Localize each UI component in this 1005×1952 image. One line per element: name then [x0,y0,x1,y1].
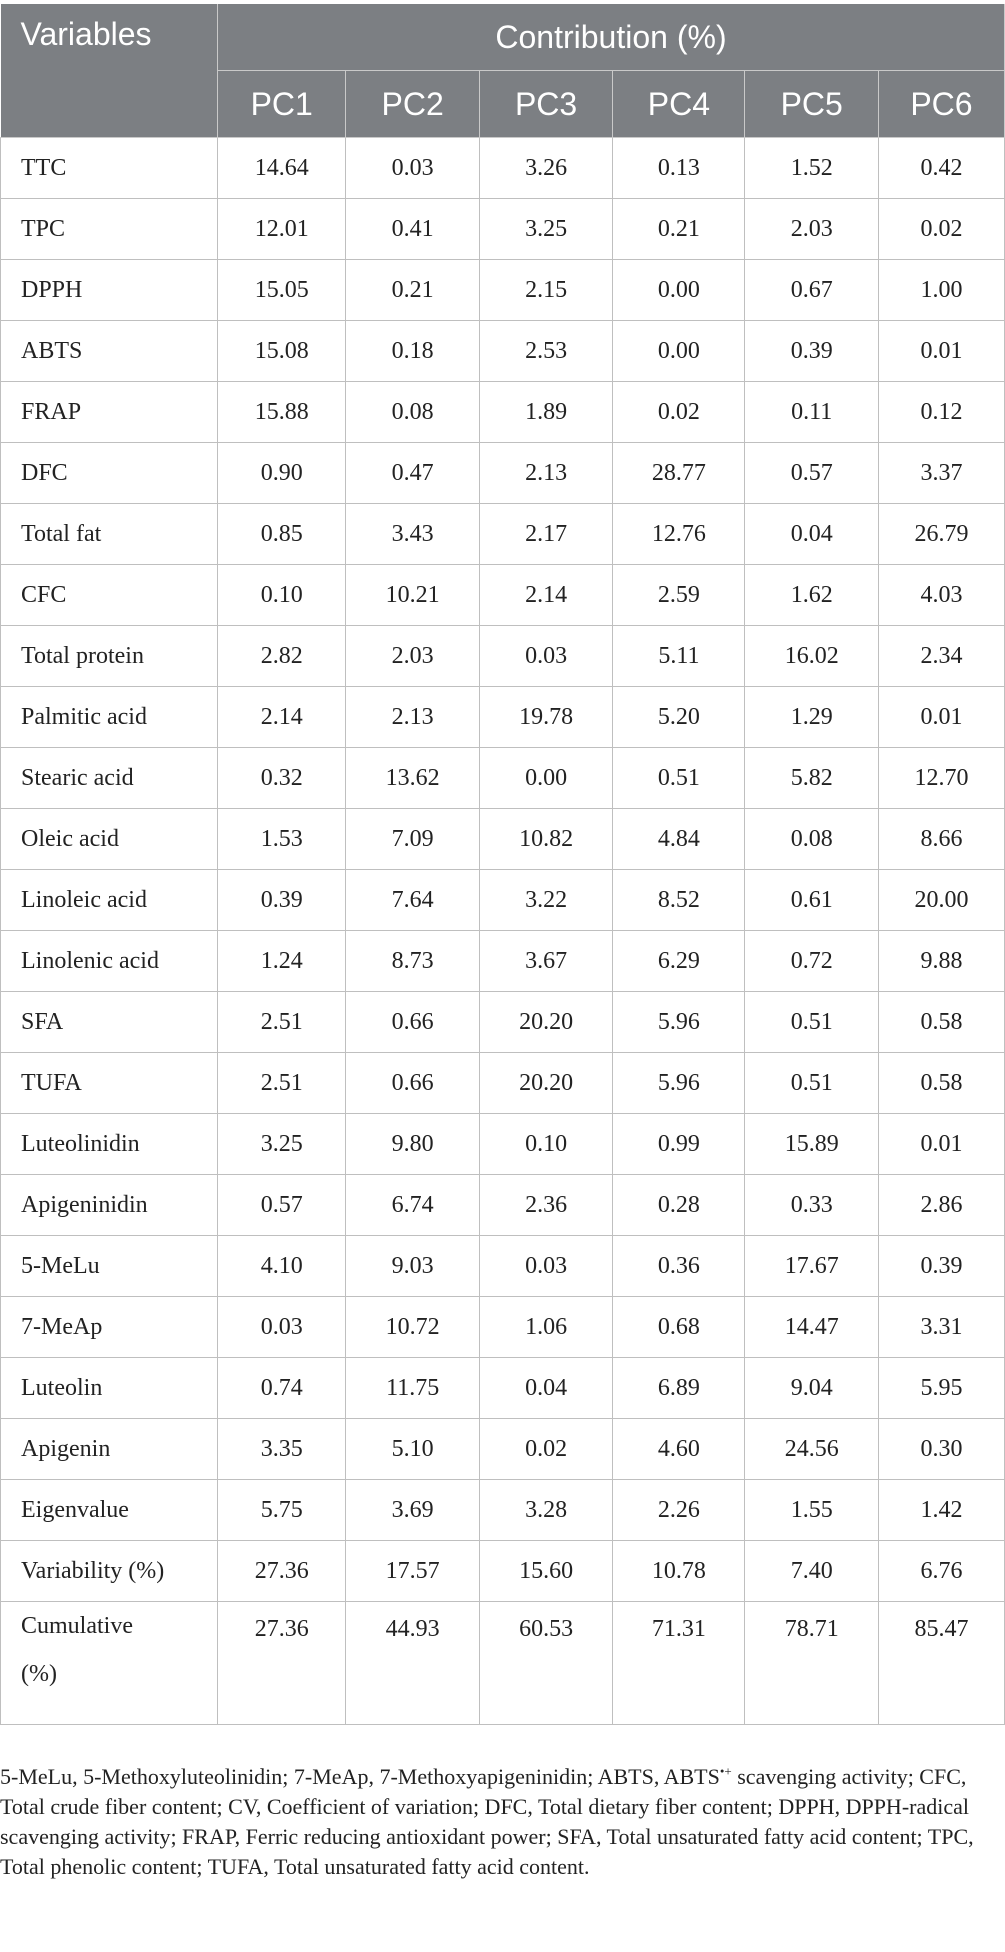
cell-value: 0.13 [613,138,745,199]
cell-value: 0.36 [613,1236,745,1297]
row-label: DFC [1,443,218,504]
table-row [1,931,1005,992]
cell-value: 2.13 [479,443,612,504]
cell-value: 4.84 [613,809,745,870]
cell-value: 71.31 [613,1602,745,1725]
footnote-text-part2: scavenging activity; CFC, Total crude fiber content; CV, Coefficient of variation; DFC, Total dietary fiber content; DPPH, DPPH-radical scavenging activity; FRAP, Ferric reducing antioxidant power; SFA, Total unsaturated fatty acid content; TPC, Total phenolic content; TUFA, Total unsaturated fatty acid content. [0,1764,974,1879]
cell-value: 16.02 [745,626,878,687]
cell-value: 0.72 [745,931,878,992]
cell-value: 44.93 [346,1602,479,1725]
cell-value: 2.03 [745,199,878,260]
table-footnote [0,1762,985,1882]
table-row [1,626,1005,687]
cell-value: 0.66 [346,1053,479,1114]
table-row-cumulative [1,1602,1005,1725]
cell-value: 0.01 [878,1114,1004,1175]
cell-value: 0.01 [878,687,1004,748]
table-row [1,687,1005,748]
cell-value: 24.56 [745,1419,878,1480]
contribution-table [0,4,1005,1725]
cell-value: 6.74 [346,1175,479,1236]
cell-value: 3.28 [479,1480,612,1541]
cell-value: 19.78 [479,687,612,748]
cell-value: 20.00 [878,870,1004,931]
cell-value: 1.53 [217,809,345,870]
cell-value: 2.03 [346,626,479,687]
cell-value: 0.04 [745,504,878,565]
cell-value: 2.51 [217,992,345,1053]
table-row [1,1358,1005,1419]
cell-value: 4.10 [217,1236,345,1297]
row-label: Linoleic acid [1,870,218,931]
row-label: Luteolinidin [1,1114,218,1175]
cell-value: 5.11 [613,626,745,687]
variables-header: Variables [1,4,218,138]
cell-value: 0.12 [878,382,1004,443]
contribution-header: Contribution (%) [217,4,1004,71]
cell-value: 0.04 [479,1358,612,1419]
cell-value: 0.57 [745,443,878,504]
cell-value: 20.20 [479,1053,612,1114]
cell-value: 10.82 [479,809,612,870]
row-label: Oleic acid [1,809,218,870]
cell-value: 7.09 [346,809,479,870]
cell-value: 13.62 [346,748,479,809]
cell-value: 6.29 [613,931,745,992]
table-row [1,321,1005,382]
cell-value: 0.39 [745,321,878,382]
cell-value: 3.69 [346,1480,479,1541]
cell-value: 8.52 [613,870,745,931]
cell-value: 0.32 [217,748,345,809]
cell-value: 28.77 [613,443,745,504]
row-label: Apigenin [1,1419,218,1480]
cell-value: 78.71 [745,1602,878,1725]
cell-value: 15.89 [745,1114,878,1175]
row-label [1,1602,218,1725]
cell-value: 60.53 [479,1602,612,1725]
row-label: FRAP [1,382,218,443]
cell-value: 0.58 [878,1053,1004,1114]
cell-value: 15.08 [217,321,345,382]
column-header-pc2: PC2 [346,71,479,138]
cell-value: 0.66 [346,992,479,1053]
row-label: 7-MeAp [1,1297,218,1358]
cell-value: 3.31 [878,1297,1004,1358]
cell-value: 2.34 [878,626,1004,687]
cell-value: 0.03 [479,1236,612,1297]
cell-value: 0.11 [745,382,878,443]
table-row [1,1175,1005,1236]
table-row [1,748,1005,809]
cell-value: 3.35 [217,1419,345,1480]
row-label: TPC [1,199,218,260]
table-row [1,138,1005,199]
cell-value: 0.30 [878,1419,1004,1480]
cell-value: 6.76 [878,1541,1004,1602]
cell-value: 5.82 [745,748,878,809]
cell-value: 7.64 [346,870,479,931]
table-body [1,138,1005,1725]
row-label: Linolenic acid [1,931,218,992]
table-row [1,260,1005,321]
cell-value: 2.82 [217,626,345,687]
cell-value: 9.03 [346,1236,479,1297]
cell-value: 2.17 [479,504,612,565]
row-label-line2: (%) [21,1661,57,1687]
cell-value: 0.10 [217,565,345,626]
table-row [1,1053,1005,1114]
cell-value: 3.37 [878,443,1004,504]
cell-value: 0.51 [745,1053,878,1114]
cell-value: 2.13 [346,687,479,748]
cell-value: 0.00 [613,260,745,321]
cell-value: 3.67 [479,931,612,992]
cell-value: 0.08 [346,382,479,443]
column-header-pc5: PC5 [745,71,878,138]
cell-value: 1.42 [878,1480,1004,1541]
cell-value: 12.76 [613,504,745,565]
cell-value: 1.89 [479,382,612,443]
row-label: Total fat [1,504,218,565]
cell-value: 15.88 [217,382,345,443]
cell-value: 85.47 [878,1602,1004,1725]
column-header-pc4: PC4 [613,71,745,138]
cell-value: 0.47 [346,443,479,504]
row-label: Eigenvalue [1,1480,218,1541]
table-row [1,565,1005,626]
cell-value: 1.06 [479,1297,612,1358]
cell-value: 1.52 [745,138,878,199]
cell-value: 0.03 [217,1297,345,1358]
table-row [1,199,1005,260]
footnote-superscript: •+ [719,1763,732,1779]
cell-value: 15.05 [217,260,345,321]
row-label: Variability (%) [1,1541,218,1602]
cell-value: 4.03 [878,565,1004,626]
cell-value: 20.20 [479,992,612,1053]
row-label: TTC [1,138,218,199]
cell-value: 0.03 [479,626,612,687]
cell-value: 12.01 [217,199,345,260]
cell-value: 10.72 [346,1297,479,1358]
cell-value: 10.78 [613,1541,745,1602]
cell-value: 0.02 [878,199,1004,260]
table-row [1,1236,1005,1297]
table-row [1,382,1005,443]
row-label: Luteolin [1,1358,218,1419]
cell-value: 5.20 [613,687,745,748]
cell-value: 0.42 [878,138,1004,199]
column-header-pc1: PC1 [217,71,345,138]
cell-value: 0.10 [479,1114,612,1175]
table-row [1,1297,1005,1358]
row-label: SFA [1,992,218,1053]
cell-value: 5.96 [613,1053,745,1114]
cell-value: 11.75 [346,1358,479,1419]
table-row [1,1419,1005,1480]
table-row [1,1114,1005,1175]
cell-value: 2.36 [479,1175,612,1236]
cell-value: 2.26 [613,1480,745,1541]
cell-value: 0.02 [613,382,745,443]
cell-value: 5.96 [613,992,745,1053]
cell-value: 2.51 [217,1053,345,1114]
cell-value: 5.75 [217,1480,345,1541]
column-header-pc6: PC6 [878,71,1004,138]
cell-value: 0.33 [745,1175,878,1236]
cell-value: 26.79 [878,504,1004,565]
cell-value: 12.70 [878,748,1004,809]
cell-value: 0.21 [346,260,479,321]
table-row [1,809,1005,870]
cell-value: 9.04 [745,1358,878,1419]
row-label: Apigeninidin [1,1175,218,1236]
cell-value: 15.60 [479,1541,612,1602]
cell-value: 2.14 [217,687,345,748]
row-label: Stearic acid [1,748,218,809]
row-label: 5-MeLu [1,1236,218,1297]
cell-value: 2.59 [613,565,745,626]
table-row [1,870,1005,931]
cell-value: 8.66 [878,809,1004,870]
row-label: Palmitic acid [1,687,218,748]
cell-value: 1.55 [745,1480,878,1541]
cell-value: 0.61 [745,870,878,931]
row-label: TUFA [1,1053,218,1114]
cell-value: 0.03 [346,138,479,199]
table-row [1,1541,1005,1602]
cell-value: 6.89 [613,1358,745,1419]
cell-value: 17.67 [745,1236,878,1297]
cell-value: 0.57 [217,1175,345,1236]
table-row [1,992,1005,1053]
cell-value: 0.58 [878,992,1004,1053]
cell-value: 0.02 [479,1419,612,1480]
cell-value: 0.39 [217,870,345,931]
column-header-pc3: PC3 [479,71,612,138]
cell-value: 8.73 [346,931,479,992]
table-row [1,1480,1005,1541]
cell-value: 9.88 [878,931,1004,992]
cell-value: 2.53 [479,321,612,382]
cell-value: 27.36 [217,1602,345,1725]
table-header [1,4,1005,138]
cell-value: 1.00 [878,260,1004,321]
cell-value: 2.14 [479,565,612,626]
table-row [1,504,1005,565]
cell-value: 3.26 [479,138,612,199]
cell-value: 0.00 [479,748,612,809]
cell-value: 0.01 [878,321,1004,382]
table-row [1,443,1005,504]
cell-value: 0.67 [745,260,878,321]
cell-value: 0.85 [217,504,345,565]
cell-value: 0.39 [878,1236,1004,1297]
cell-value: 0.08 [745,809,878,870]
cell-value: 14.64 [217,138,345,199]
cell-value: 3.43 [346,504,479,565]
cell-value: 0.90 [217,443,345,504]
cell-value: 3.25 [479,199,612,260]
cell-value: 0.99 [613,1114,745,1175]
cell-value: 0.00 [613,321,745,382]
cell-value: 17.57 [346,1541,479,1602]
cell-value: 0.18 [346,321,479,382]
cell-value: 0.28 [613,1175,745,1236]
cell-value: 1.62 [745,565,878,626]
cell-value: 5.95 [878,1358,1004,1419]
cell-value: 5.10 [346,1419,479,1480]
cell-value: 0.74 [217,1358,345,1419]
row-label: ABTS [1,321,218,382]
cell-value: 0.68 [613,1297,745,1358]
cell-value: 1.29 [745,687,878,748]
cell-value: 2.86 [878,1175,1004,1236]
cell-value: 3.25 [217,1114,345,1175]
cell-value: 0.51 [613,748,745,809]
footnote-text-part1: 5-MeLu, 5-Methoxyluteolinidin; 7-MeAp, 7-Methoxyapigeninidin; ABTS, ABTS [0,1764,720,1789]
row-label-line1: Cumulative [21,1613,133,1639]
cell-value: 9.80 [346,1114,479,1175]
cell-value: 2.15 [479,260,612,321]
cell-value: 1.24 [217,931,345,992]
cell-value: 7.40 [745,1541,878,1602]
cell-value: 0.41 [346,199,479,260]
cell-value: 4.60 [613,1419,745,1480]
cell-value: 3.22 [479,870,612,931]
cell-value: 10.21 [346,565,479,626]
cell-value: 0.51 [745,992,878,1053]
cell-value: 27.36 [217,1541,345,1602]
row-label: DPPH [1,260,218,321]
cell-value: 14.47 [745,1297,878,1358]
row-label: CFC [1,565,218,626]
row-label: Total protein [1,626,218,687]
cell-value: 0.21 [613,199,745,260]
